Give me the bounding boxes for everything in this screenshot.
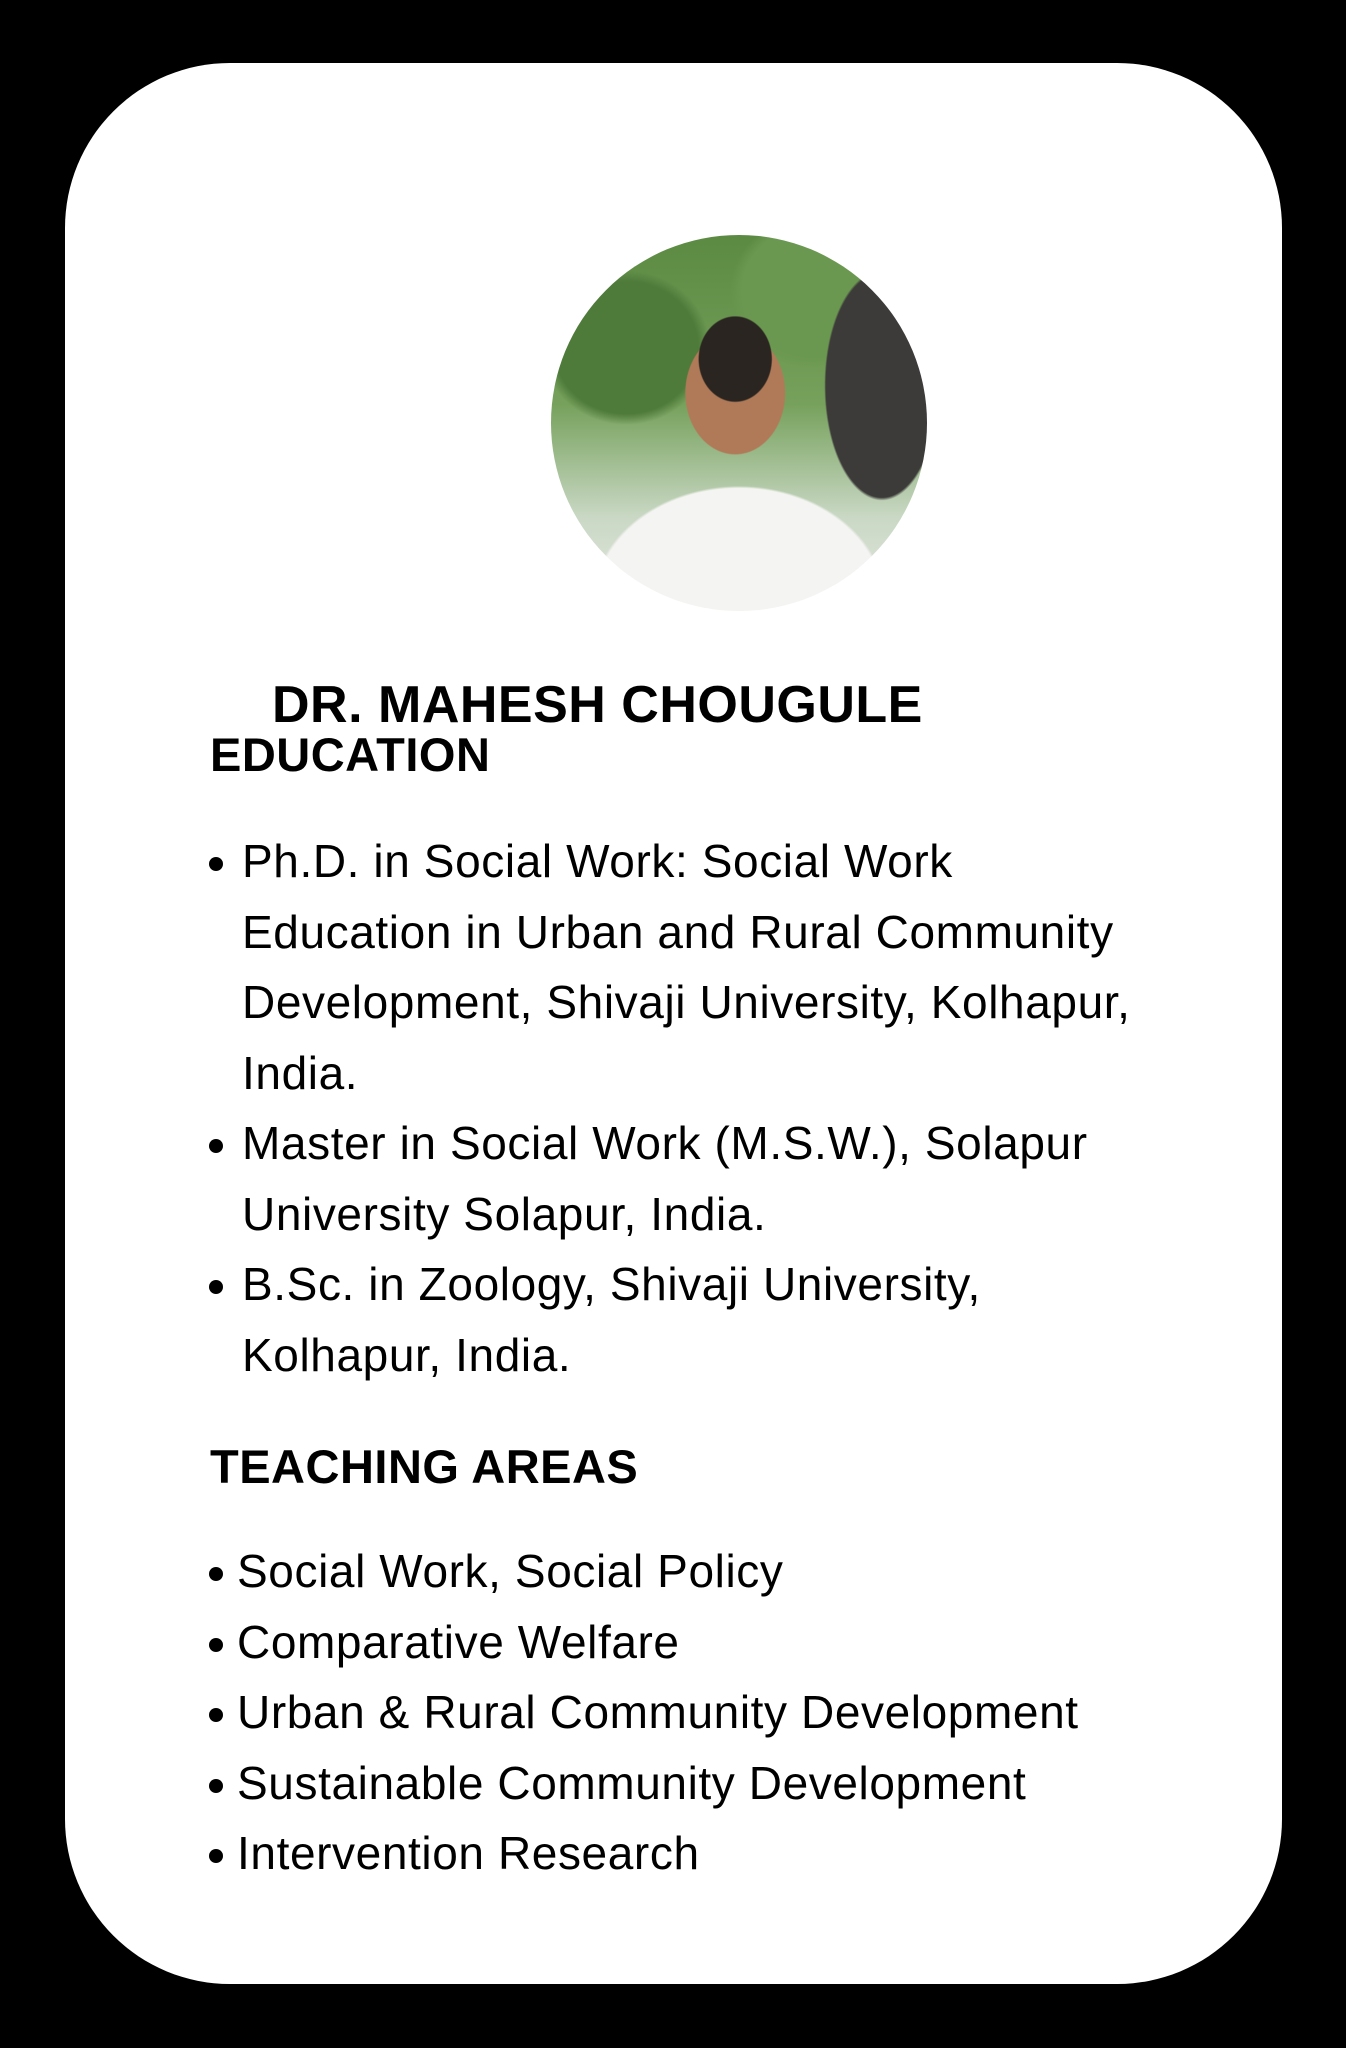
- bullet-icon: [209, 1849, 223, 1863]
- education-heading: EDUCATION: [210, 728, 491, 781]
- teaching-area-item: Sustainable Community Development: [207, 1748, 1267, 1819]
- bullet-icon: [209, 1139, 223, 1153]
- education-item: B.Sc. in Zoology, Shivaji University, Kolhapur, India.: [207, 1249, 1167, 1390]
- teaching-area-item: Intervention Research: [207, 1818, 1267, 1889]
- teaching-area-item: Social Work, Social Policy: [207, 1536, 1267, 1607]
- education-item: Ph.D. in Social Work: Social Work Education in Urban and Rural Community Development, Shivaji University, Kolhapur, India.: [207, 826, 1167, 1108]
- bullet-icon: [209, 1567, 223, 1581]
- profile-name: DR. MAHESH CHOUGULE: [272, 676, 923, 734]
- teaching-areas-heading: TEACHING AREAS: [210, 1440, 639, 1493]
- education-list: [207, 826, 1167, 1390]
- bullet-icon: [209, 857, 223, 871]
- bullet-icon: [209, 1708, 223, 1722]
- teaching-areas-list: [207, 1536, 1267, 1889]
- profile-photo: [551, 235, 927, 611]
- teaching-area-item: Comparative Welfare: [207, 1607, 1267, 1678]
- bullet-icon: [209, 1779, 223, 1793]
- teaching-area-item: Urban & Rural Community Development: [207, 1677, 1267, 1748]
- education-item: Master in Social Work (M.S.W.), Solapur University Solapur, India.: [207, 1108, 1167, 1249]
- bullet-icon: [209, 1280, 223, 1294]
- bullet-icon: [209, 1638, 223, 1652]
